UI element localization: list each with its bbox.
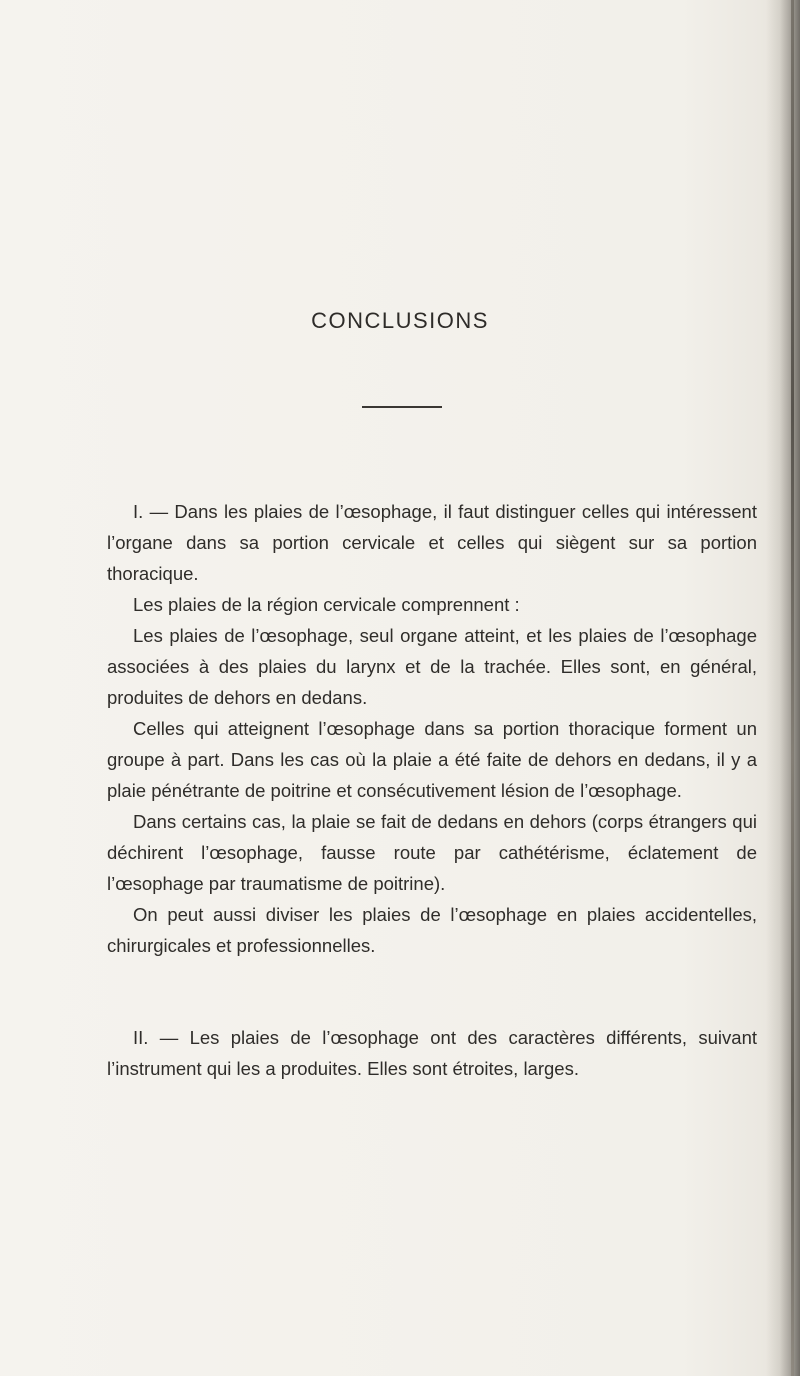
paragraph-6: On peut aussi diviser les plaies de l’œsophage en plaies accidentelles, chirurgicales et professionnelles. xyxy=(107,904,757,956)
page-title: CONCLUSIONS xyxy=(311,308,489,333)
conclusion-section-1 xyxy=(107,496,757,961)
page-binding-edge xyxy=(791,0,794,1376)
page-edge-shadow xyxy=(766,0,800,1376)
paragraph-4: Celles qui atteignent l’œsophage dans sa portion thoracique forment un groupe à part. Dans les cas où la plaie a été faite de dehors en dedans, il y a plaie pénétrante de poitrine et consécutivement lésion de l’œsophage. xyxy=(107,718,757,801)
paragraph-3: Les plaies de l’œsophage, seul organe atteint, et les plaies de l’œsophage associées à des plaies du larynx et de la trachée. Elles sont, en général, produites de dehors en dedans. xyxy=(107,625,757,708)
conclusion-section-2 xyxy=(107,1022,757,1084)
paragraph-5: Dans certains cas, la plaie se fait de dedans en dehors (corps étrangers qui déchirent l’œsophage, fausse route par cathétérisme, éclatement de l’œsophage par traumatisme de poitrine). xyxy=(107,811,757,894)
title-divider xyxy=(362,406,442,408)
paragraph-7: II. — Les plaies de l’œsophage ont des caractères différents, suivant l’instrument qui les a produites. Elles sont étroites, larges. xyxy=(107,1027,757,1079)
paragraph-1: I. — Dans les plaies de l’œsophage, il faut distinguer celles qui intéressent l’organe dans sa portion cervicale et celles qui siègent sur sa portion thoracique. xyxy=(107,501,757,584)
paragraph-2: Les plaies de la région cervicale comprennent : xyxy=(133,594,520,615)
